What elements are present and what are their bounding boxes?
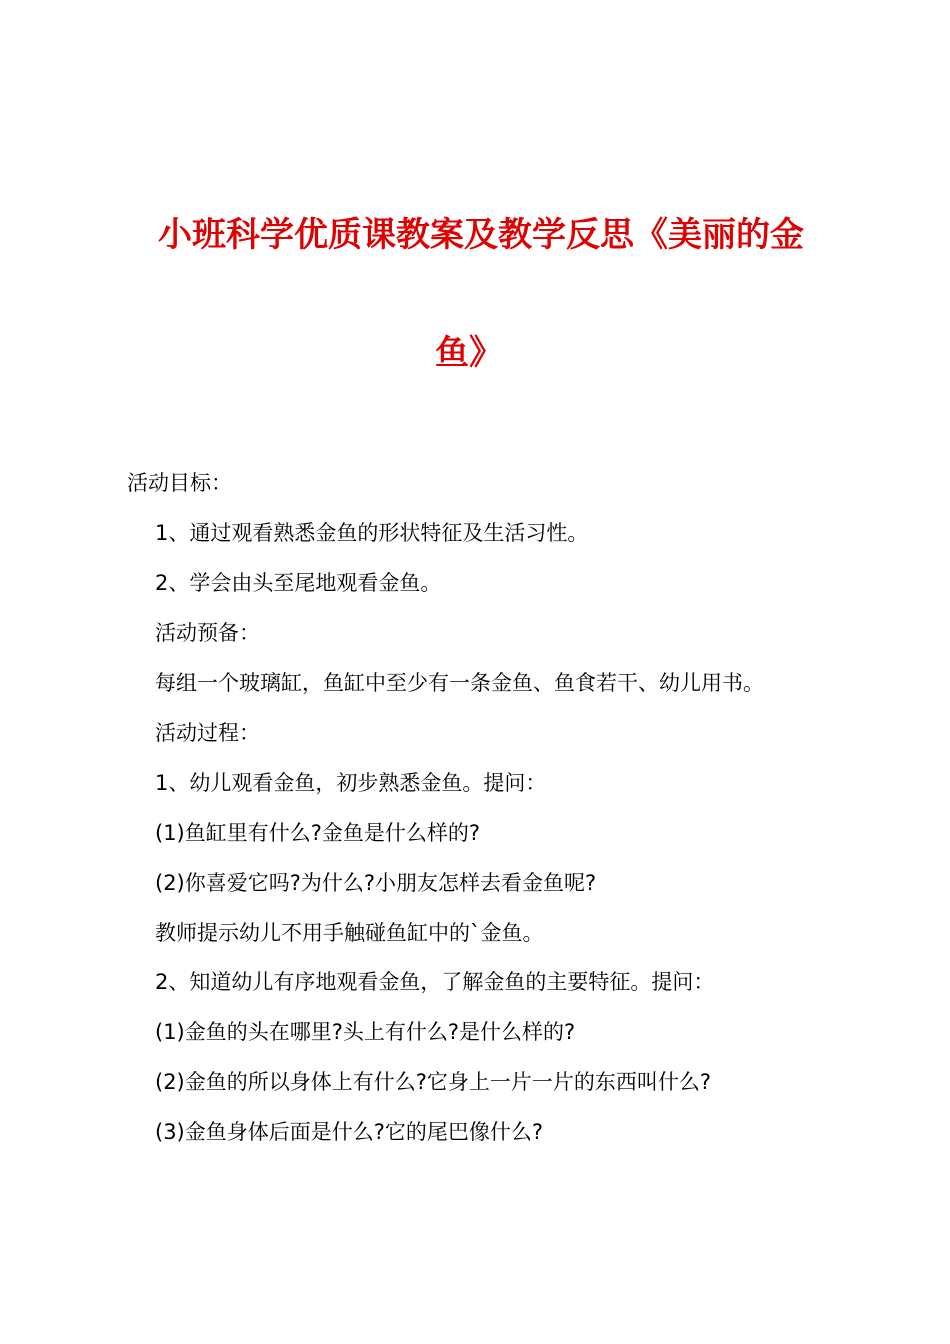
paragraph: (1)金鱼的头在哪里?头上有什么?是什么样的? <box>155 1020 576 1044</box>
paragraph: 每组一个玻璃缸，鱼缸中至少有一条金鱼、鱼食若干、幼儿用书。 <box>155 671 764 695</box>
paragraph-preparation-heading: 活动预备： <box>155 621 260 645</box>
document-title-line-2: 鱼》 <box>435 333 503 373</box>
paragraph: (2)金鱼的所以身体上有什么?它身上一片一片的东西叫什么? <box>155 1070 712 1094</box>
paragraph: 1、幼儿观看金鱼，初步熟悉金鱼。提问： <box>155 771 547 795</box>
paragraph: 2、知道幼儿有序地观看金鱼，了解金鱼的主要特征。提问： <box>155 970 715 994</box>
document-title-line-1: 小班科学优质课教案及教学反思《美丽的金 <box>158 215 804 255</box>
paragraph-process-heading: 活动过程： <box>155 721 260 745</box>
paragraph: (1)鱼缸里有什么?金鱼是什么样的? <box>155 821 481 845</box>
paragraph-activity-goals-heading: 活动目标： <box>127 471 232 495</box>
paragraph: 2、学会由头至尾地观看金鱼。 <box>155 571 442 595</box>
paragraph: 1、通过观看熟悉金鱼的形状特征及生活习性。 <box>155 521 589 545</box>
paragraph: (2)你喜爱它吗?为什么?小朋友怎样去看金鱼呢? <box>155 871 597 895</box>
paragraph: 教师提示幼儿不用手触碰鱼缸中的`金鱼。 <box>155 921 544 945</box>
paragraph: (3)金鱼身体后面是什么?它的尾巴像什么? <box>155 1120 544 1144</box>
